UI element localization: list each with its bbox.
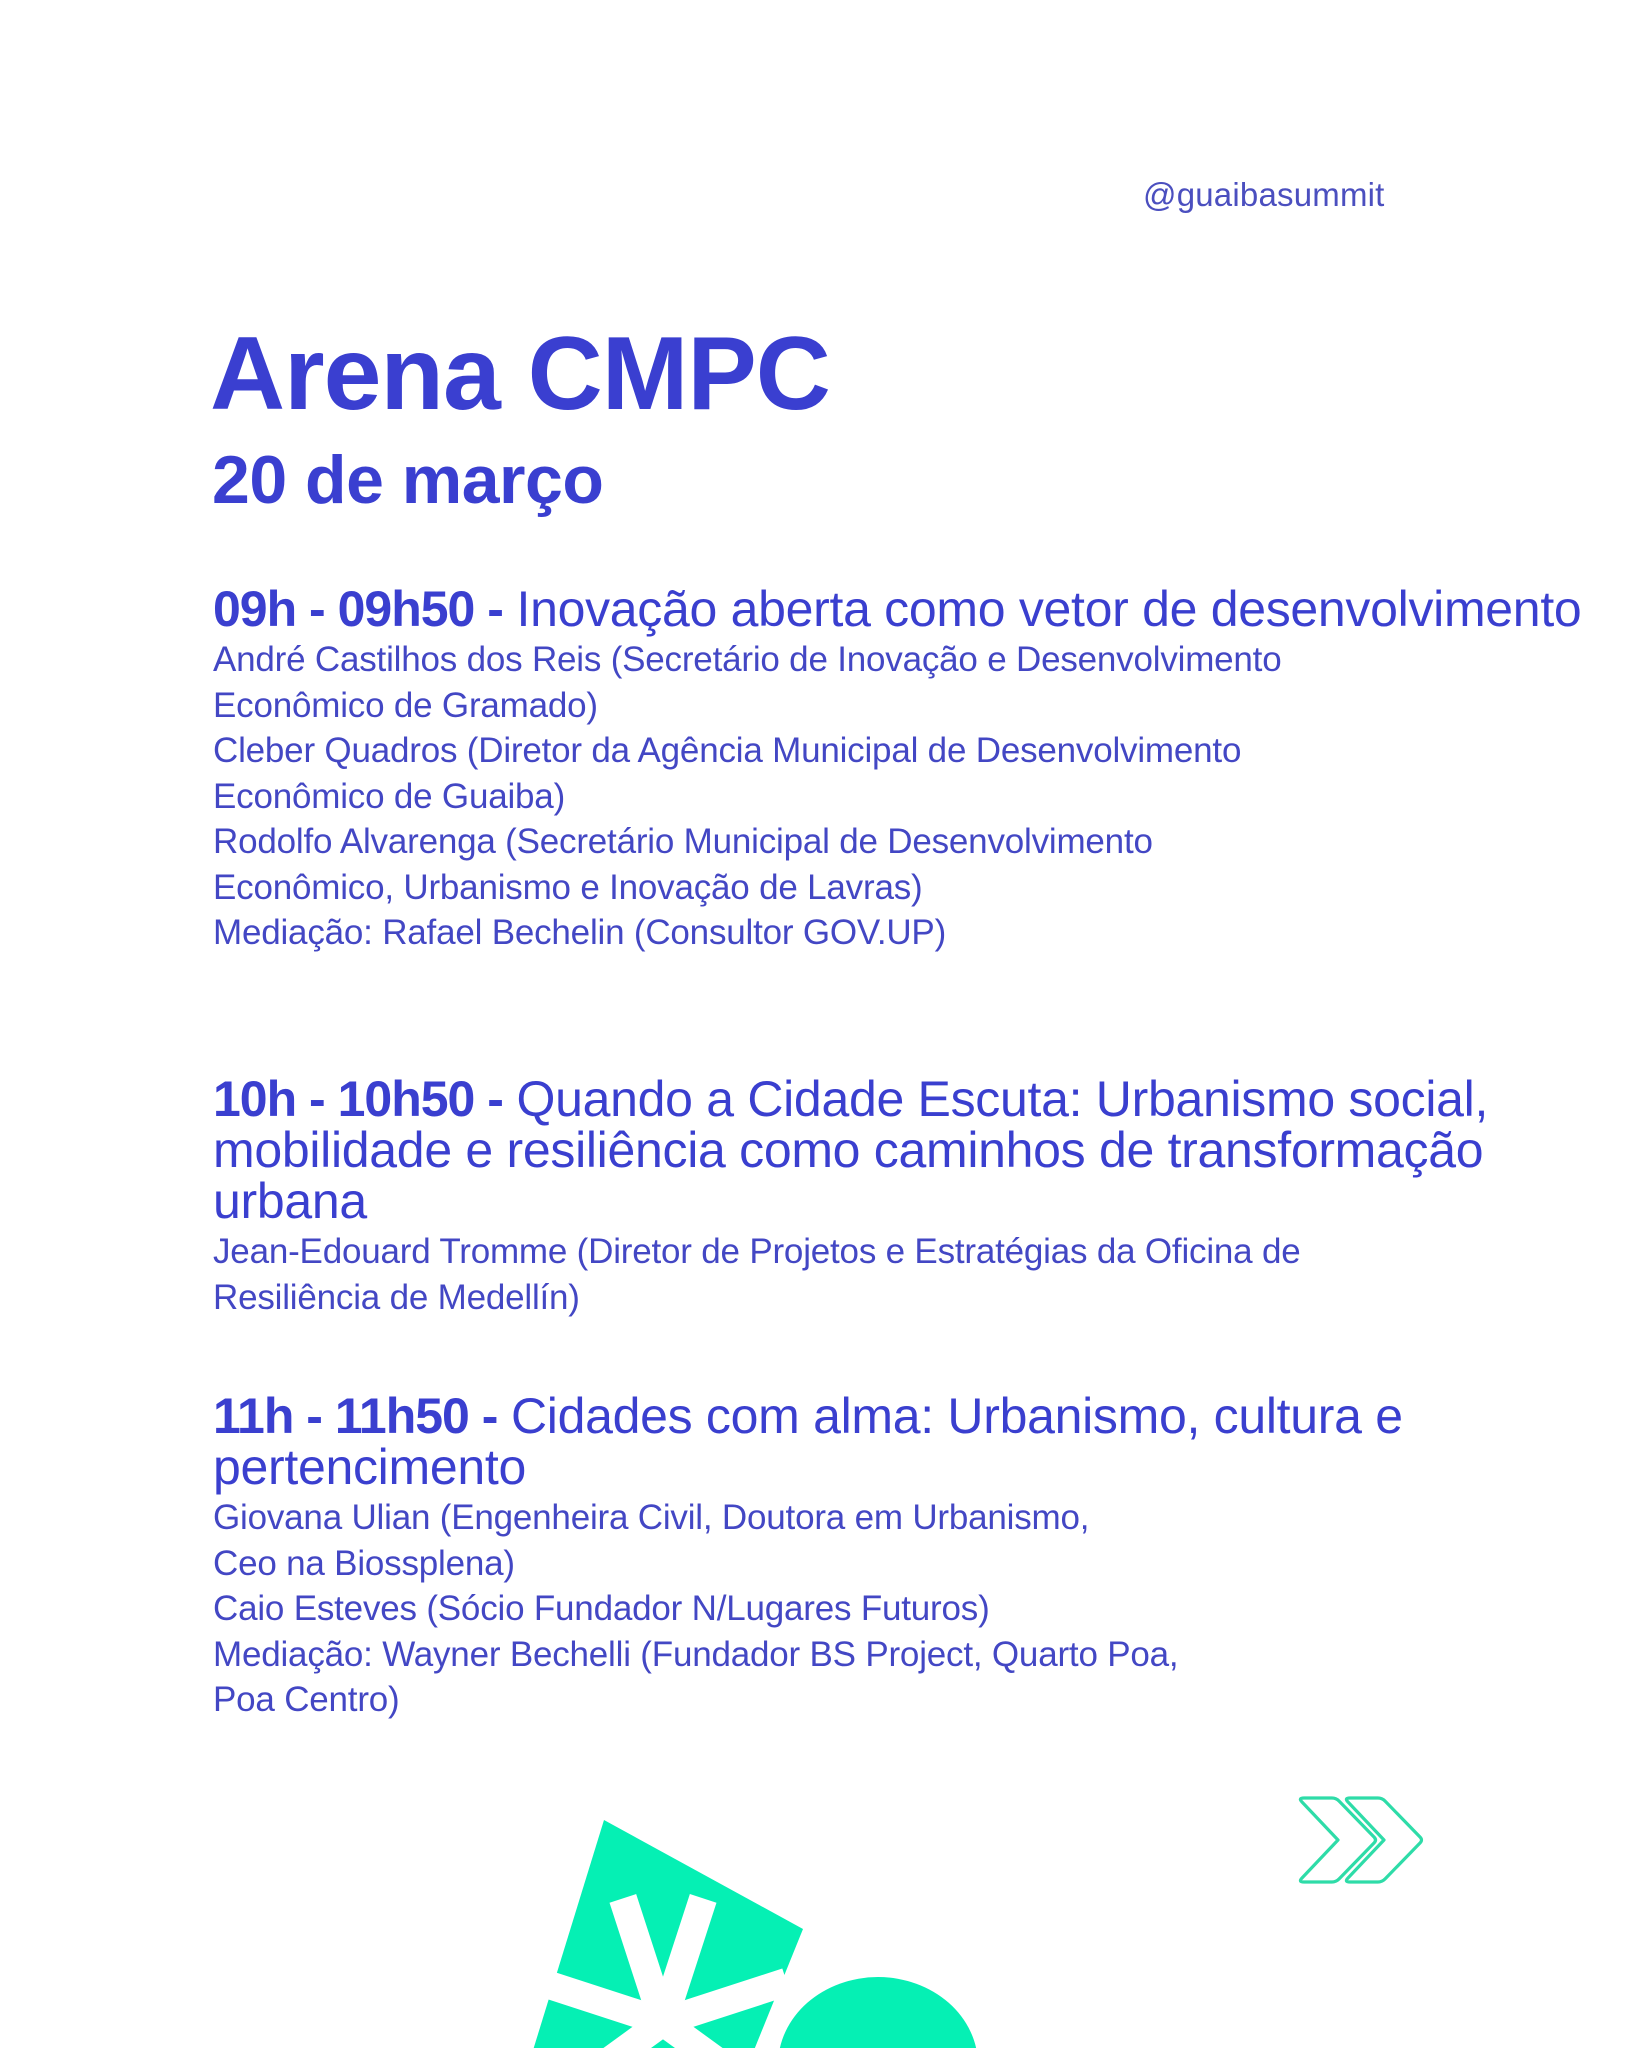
- moderator-line: Mediação: Rafael Bechelin (Consultor GOV.UP): [213, 913, 947, 952]
- session-time: 11h - 11h50 -: [213, 1388, 498, 1444]
- session-1: [213, 581, 1593, 956]
- speaker-line: Ceo na Biossplena): [213, 1543, 515, 1583]
- session-header: [213, 1071, 1593, 1229]
- session-2: [213, 1071, 1593, 1320]
- speaker-line: Jean-Edouard Tromme (Diretor de Projetos e Estratégias da Oficina de: [213, 1232, 1301, 1271]
- speaker-line: Rodolfo Alvarenga (Secretário Municipal de Desenvolvimento: [213, 822, 1153, 861]
- speaker-line: André Castilhos dos Reis (Secretário de Inovação e Desenvolvimento: [213, 640, 1282, 679]
- speaker-line: Giovana Ulian (Engenheira Civil, Doutora em Urbanismo,: [213, 1498, 1090, 1537]
- speaker-line: Econômico de Gramado): [213, 685, 598, 725]
- social-handle: @guaibasummit: [1143, 176, 1385, 213]
- speaker-line: Cleber Quadros (Diretor da Agência Municipal de Desenvolvimento: [213, 731, 1242, 770]
- speaker-line: Resiliência de Medellín): [213, 1277, 580, 1317]
- session-header: [213, 581, 1593, 637]
- speaker-line: Econômico de Guaiba): [213, 776, 566, 816]
- speaker-line: Econômico, Urbanismo e Inovação de Lavras): [213, 867, 923, 907]
- double-chevron-right-icon[interactable]: [1290, 1790, 1425, 1890]
- page-title: Arena CMPC: [210, 316, 830, 432]
- session-3: [213, 1388, 1593, 1723]
- session-time: 10h - 10h50 -: [213, 1071, 503, 1127]
- session-title: Cidades com alma: Urbanismo, cultura e pertencimento: [213, 1388, 1403, 1495]
- session-title: Quando a Cidade Escuta: Urbanismo social, mobilidade e resiliência como caminhos de transformação urbana: [213, 1071, 1489, 1229]
- moderator-line: Poa Centro): [213, 1680, 400, 1719]
- session-header: [213, 1388, 1593, 1495]
- session-title: Inovação aberta como vetor de desenvolvimento: [502, 581, 1582, 637]
- circle-shape: [778, 1977, 978, 2048]
- speaker-line: Caio Esteves (Sócio Fundador N/Lugares Futuros): [213, 1589, 990, 1628]
- session-time: 09h - 09h50 -: [213, 581, 503, 637]
- decorative-logo-shapes: [500, 1760, 1200, 2048]
- moderator-line: Mediação: Wayner Bechelli (Fundador BS Project, Quarto Poa,: [213, 1634, 1179, 1674]
- event-date: 20 de março: [212, 442, 604, 518]
